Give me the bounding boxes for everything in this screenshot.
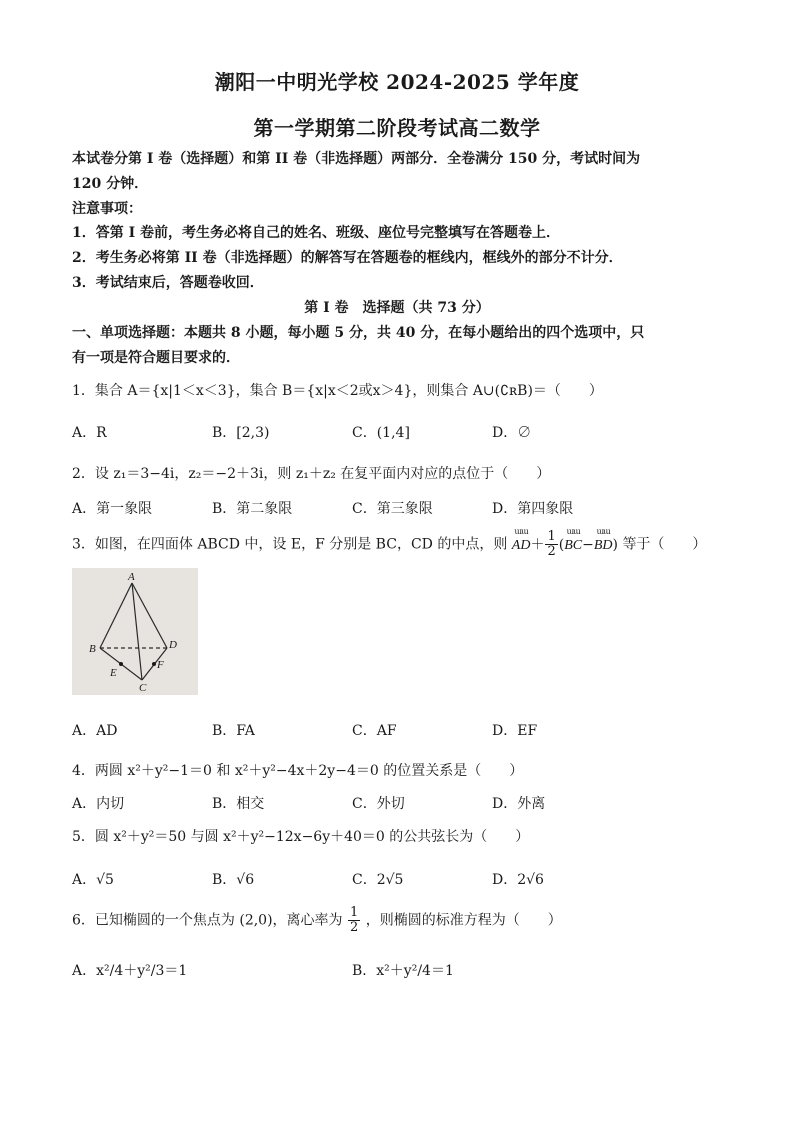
q4-option-a: A．内切 — [72, 796, 125, 812]
point-e — [119, 662, 123, 666]
q5-option-c: C．2√5 — [352, 872, 404, 888]
label-e: E — [110, 667, 117, 679]
section-1-title: 第 I 卷 选择题（共 73 分） — [304, 300, 490, 316]
question-1-text: 1．集合 A＝{x|1＜x＜3}，集合 B＝{x|x＜2或x＞4}，则集合 A∪(∁ʀB)＝（ ） — [72, 383, 603, 399]
label-c: C — [139, 682, 147, 694]
section-1-instr-1: 一、单项选择题：本题共 8 小题，每小题 5 分，共 40 分，在每小题给出的四个选项中，只 — [72, 325, 645, 341]
question-6-line — [72, 906, 562, 935]
q5-option-a: A．√5 — [72, 872, 114, 888]
intro-line-1: 本试卷分第 I 卷（选择题）和第 II 卷（非选择题）两部分．全卷满分 150 分，考试时间为 — [72, 151, 641, 167]
question-5-text: 5．圆 x²＋y²＝50 与圆 x²＋y²−12x−6y＋40＝0 的公共弦长为（ ） — [72, 829, 530, 845]
question-6-text-suffix: ，则椭圆的标准方程为（ ） — [365, 912, 562, 929]
point-f — [152, 662, 156, 666]
q3-option-b: B．FA — [212, 723, 255, 739]
question-2-text: 2．设 z₁＝3−4i，z₂＝−2＋3i，则 z₁＋z₂ 在复平面内对应的点位于（ ） — [72, 466, 551, 482]
label-a: A — [128, 571, 135, 583]
q2-option-d: D．第四象限 — [492, 501, 574, 517]
q6-option-b: B．x²＋y²/4＝1 — [352, 963, 454, 979]
label-d: D — [169, 639, 177, 651]
q6-option-a: A．x²/4＋y²/3＝1 — [72, 963, 188, 979]
q1-option-b: B．[2,3) — [212, 425, 270, 441]
question-3-text-prefix: 3．如图，在四面体 ABCD 中，设 E，F 分别是 BC，CD 的中点，则 — [72, 536, 508, 553]
section-1-instr-2: 有一项是符合题目要求的． — [72, 350, 240, 366]
exam-title-subject: 第一学期第二阶段考试高二数学 — [253, 116, 541, 140]
q3-option-d: D．EF — [492, 723, 538, 739]
label-b: B — [89, 643, 96, 655]
question-6-text-prefix: 6．已知椭圆的一个焦点为 (2,0)，离心率为 — [72, 912, 343, 929]
q1-option-c: C．(1,4] — [352, 425, 410, 441]
q1-option-d: D．∅ — [492, 425, 532, 441]
tetrahedron-diagram — [72, 568, 198, 695]
q2-option-c: C．第三象限 — [352, 501, 433, 517]
note-1: 1．答第 I 卷前，考生务必将自己的姓名、班级、座位号完整填写在答题卷上． — [72, 225, 561, 241]
question-4-text: 4．两圆 x²＋y²−1＝0 和 x²＋y²−4x＋2y−4＝0 的位置关系是（ ） — [72, 763, 524, 779]
q3-option-c: C．AF — [352, 723, 397, 739]
q4-option-c: C．外切 — [352, 796, 405, 812]
intro-line-2: 120 分钟． — [72, 176, 149, 192]
question-3-text-suffix: 等于（ ） — [622, 536, 707, 553]
note-2: 2．考生务必将第 II 卷（非选择题）的解答写在答题卷的框线内，框线外的部分不计分． — [72, 250, 623, 266]
q4-option-d: D．外离 — [492, 796, 546, 812]
q1-option-a: A．R — [72, 425, 107, 441]
q5-option-d: D．2√6 — [492, 872, 544, 888]
question-3-line — [72, 526, 707, 559]
notes-title: 注意事项： — [72, 201, 142, 217]
label-f: F — [157, 659, 164, 671]
q2-option-a: A．第一象限 — [72, 501, 153, 517]
q2-option-b: B．第二象限 — [212, 501, 293, 517]
q5-option-b: B．√6 — [212, 872, 255, 888]
q4-option-b: B．相交 — [212, 796, 265, 812]
eccentricity-fraction: $\frac{1}{2}$ — [350, 905, 359, 935]
exam-title-school: 潮阳一中明光学校 2024-2025 学年度 — [214, 70, 580, 94]
tetrahedron-figure — [72, 568, 198, 695]
note-3: 3．考试结束后，答题卷收回． — [72, 275, 264, 291]
q3-option-a: A．AD — [72, 723, 118, 739]
question-3-vector-expr: ɯɯ AD＋ $\frac{1}{2}$ ( ɯɯ BC− ɯɯ BD) — [511, 526, 618, 559]
